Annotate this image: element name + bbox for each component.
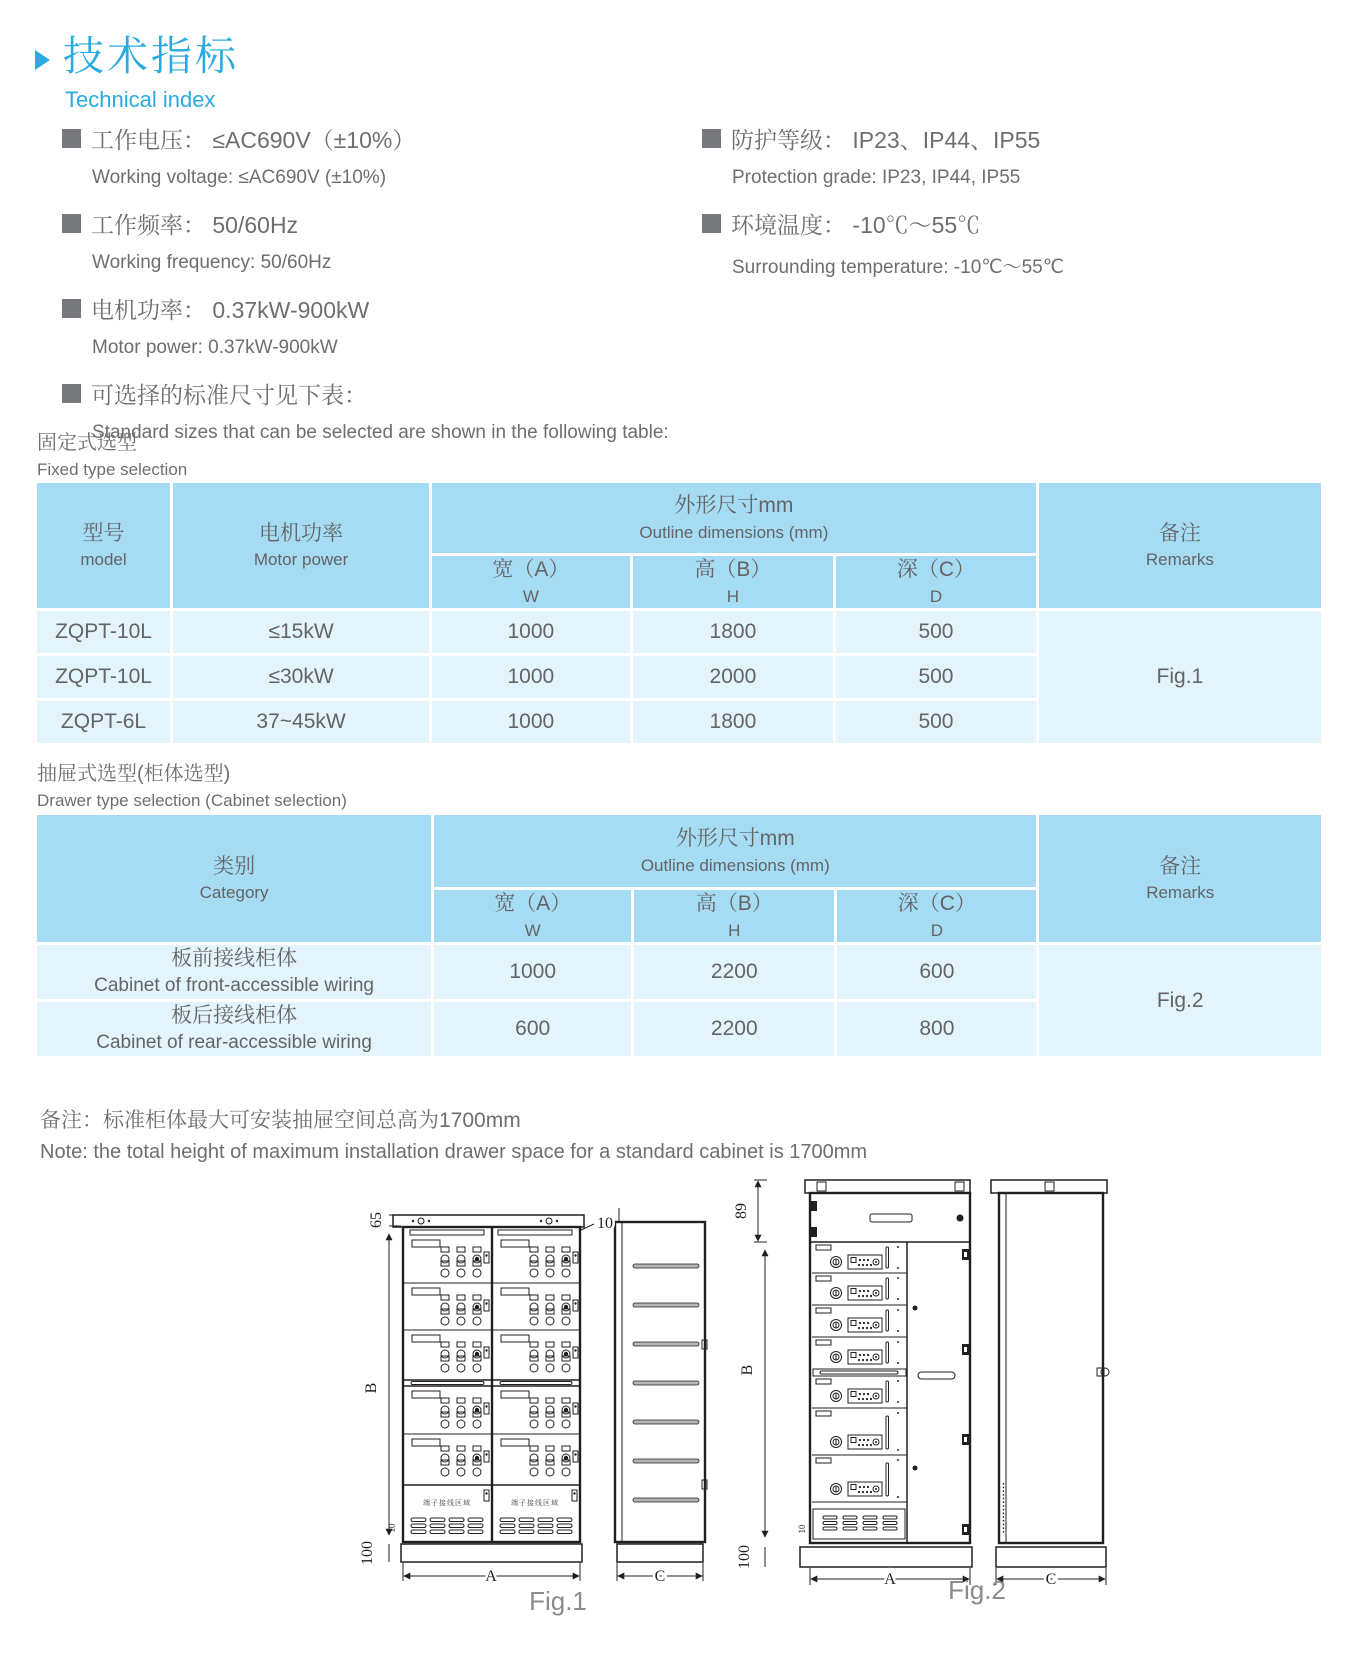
- table1-title-en: Fixed type selection: [37, 460, 188, 479]
- spec-list-right: [702, 122, 1342, 297]
- cell-height: 1800: [633, 611, 834, 653]
- header-en: model: [80, 550, 127, 569]
- cell-width: 1000: [434, 945, 631, 999]
- spec-motor-power: [62, 292, 692, 359]
- cell-depth: 500: [836, 701, 1036, 743]
- table2-title: [37, 757, 347, 811]
- terminal-compartment: [411, 1490, 577, 1534]
- cell-depth: 600: [837, 945, 1036, 999]
- table-row: [37, 945, 1321, 999]
- header-cn: 型号: [82, 521, 125, 545]
- dimension-label-plinth-height: 100: [359, 1541, 376, 1565]
- header-en: Remarks: [1145, 550, 1214, 569]
- plinth: [800, 1547, 972, 1567]
- note-en: Note: the total height of maximum installation drawer space for a standard cabinet is 1700mm: [40, 1141, 868, 1163]
- header-cn: 高（B）: [695, 892, 773, 916]
- drawer-column: [812, 1242, 907, 1543]
- cell-power: 37~45kW: [173, 701, 429, 743]
- fixed-type-table: [34, 480, 1324, 746]
- side-slats: [633, 1264, 699, 1502]
- dimension-label-cap-height: 65: [368, 1212, 385, 1228]
- table-row: [37, 611, 1321, 653]
- spec-surrounding-temperature: [702, 207, 1342, 279]
- cell-width: 1000: [432, 701, 630, 743]
- cell-width: 1000: [432, 656, 630, 698]
- cell-height: 2200: [634, 945, 834, 999]
- fig1-drawing: [345, 1190, 715, 1620]
- header-en: W: [524, 920, 541, 940]
- header-en: Outline dimensions (mm): [639, 522, 829, 542]
- dimension-label-vent-gap: 10: [387, 1523, 397, 1533]
- cell-height: 1800: [633, 701, 834, 743]
- spec-cn-text: 工作电压： ≤AC690V（±10%）: [91, 127, 416, 153]
- table2-title-cn: 抽屉式选型(柜体选型): [37, 763, 231, 785]
- header-en: Category: [199, 883, 269, 902]
- header-en: Motor power: [253, 550, 349, 569]
- cell-width: 600: [434, 1002, 631, 1056]
- spec-cn-text: 电机功率： 0.37kW-900kW: [91, 297, 370, 323]
- cell-remarks: Fig.2: [1039, 945, 1321, 1056]
- category-cn: 板前接线柜体: [171, 947, 298, 970]
- header-en: D: [930, 920, 944, 940]
- door-panel: [913, 1249, 970, 1535]
- note-cn: 备注：标准柜体最大可安装抽屉空间总高为1700mm: [40, 1109, 521, 1132]
- plinth: [996, 1547, 1106, 1567]
- cell-height: 2200: [634, 1002, 834, 1056]
- vent-panel: [813, 1509, 905, 1539]
- bullet-square-icon: [62, 214, 81, 233]
- col-header-width: [434, 890, 631, 942]
- plinth: [401, 1544, 582, 1562]
- header-cn: 深（C）: [896, 558, 976, 582]
- header-cn: 外形尺寸mm: [675, 827, 795, 851]
- cell-model: ZQPT-6L: [37, 701, 170, 743]
- col-header-remarks: [1039, 815, 1321, 942]
- table2-title-en: Drawer type selection (Cabinet selection): [37, 791, 347, 810]
- category-cn: 板后接线柜体: [171, 1004, 298, 1027]
- spec-working-voltage: [62, 122, 692, 189]
- bullet-square-icon: [702, 129, 721, 148]
- col-header-model: [37, 483, 170, 608]
- header-cn: 宽（A）: [494, 892, 572, 916]
- cabinet-side-view: [991, 1180, 1109, 1567]
- col-header-height: [633, 556, 834, 608]
- header-en: H: [728, 920, 741, 940]
- cell-category: [37, 945, 431, 999]
- header-cn: 类别: [213, 854, 256, 878]
- header-cn: 宽（A）: [492, 558, 570, 582]
- col-header-depth: [836, 556, 1036, 608]
- cell-power: ≤30kW: [173, 656, 429, 698]
- spec-en-text: Motor power: 0.37kW-900kW: [92, 337, 338, 358]
- cell-category: [37, 1002, 431, 1056]
- fig2-drawing: [725, 1165, 1125, 1605]
- dimension-label-vent-gap: 10: [797, 1524, 807, 1534]
- page-title-block: [35, 34, 239, 113]
- spec-working-frequency: [62, 207, 692, 274]
- spec-protection-grade: [702, 122, 1342, 189]
- dimension-label-cap-height: 89: [733, 1203, 750, 1219]
- figure-caption: Fig.1: [529, 1586, 587, 1616]
- header-en: D: [929, 586, 943, 606]
- table-header-row: [37, 815, 1321, 887]
- category-en: Cabinet of front-accessible wiring: [94, 975, 374, 997]
- page-title-cn: 技术指标: [63, 33, 239, 79]
- cell-model: ZQPT-10L: [37, 611, 170, 653]
- dimension-label-top-gap: 10: [597, 1215, 613, 1232]
- spec-en-text: Working voltage: ≤AC690V (±10%): [92, 167, 387, 188]
- header-cn: 外形尺寸mm: [674, 494, 794, 518]
- col-header-motor-power: [173, 483, 429, 608]
- header-en: W: [522, 586, 539, 606]
- spec-en-text: Protection grade: IP23, IP44, IP55: [732, 167, 1021, 188]
- dimension-label-body-height: B: [739, 1364, 756, 1376]
- bullet-square-icon: [62, 299, 81, 318]
- header-cn: 电机功率: [259, 521, 344, 545]
- table-header-row: [37, 483, 1321, 553]
- header-cn: 备注: [1158, 521, 1201, 545]
- header-en: Remarks: [1146, 883, 1215, 902]
- dimension-label-depth: C: [1045, 1571, 1057, 1588]
- arrow-right-icon: [35, 50, 50, 70]
- dimension-label-width: A: [485, 1568, 497, 1585]
- cell-depth: 500: [836, 656, 1036, 698]
- spec-cn-text: 防护等级： IP23、IP44、IP55: [731, 127, 1041, 153]
- header-cn: 深（C）: [897, 892, 976, 916]
- spec-en-text: Working frequency: 50/60Hz: [92, 252, 332, 273]
- col-header-height: [634, 890, 834, 942]
- table1-title-cn: 固定式选型: [37, 432, 137, 454]
- terminal-area-label: 端子接线区域: [423, 1500, 471, 1507]
- spec-cn-text: 可选择的标准尺寸见下表：: [91, 382, 367, 408]
- note-block: [40, 1104, 867, 1164]
- drawer-unit: [412, 1240, 578, 1476]
- col-header-width: [432, 556, 630, 608]
- dimension-label-plinth-height: 100: [736, 1545, 753, 1569]
- cell-remarks: Fig.1: [1039, 611, 1321, 743]
- col-header-category: [37, 815, 431, 942]
- dimension-label-width: A: [884, 1571, 896, 1588]
- bullet-square-icon: [62, 129, 81, 148]
- cabinet-side-view: [615, 1208, 707, 1562]
- screw-marks: [412, 1218, 558, 1224]
- col-header-depth: [837, 890, 1036, 942]
- cabinet-front-view: [800, 1180, 972, 1567]
- spec-cn-text: 工作频率： 50/60Hz: [91, 212, 299, 238]
- dimension-label-body-height: B: [363, 1382, 380, 1394]
- cell-height: 2000: [633, 656, 834, 698]
- spec-cn-text: 环境温度： -10℃～55℃: [731, 212, 981, 238]
- cell-depth: 500: [836, 611, 1036, 653]
- spec-en-text: Standard sizes that can be selected are shown in the following table:: [92, 422, 669, 443]
- cell-power: ≤15kW: [173, 611, 429, 653]
- cabinet-front-view: [393, 1215, 584, 1562]
- top-panel: [810, 1201, 970, 1242]
- bullet-square-icon: [702, 214, 721, 233]
- header-cn: 高（B）: [694, 558, 772, 582]
- terminal-area-label: 端子接线区域: [511, 1500, 559, 1507]
- col-header-remarks: [1039, 483, 1321, 608]
- dimension-annotations: [733, 1180, 1106, 1588]
- table1-title: [37, 426, 187, 480]
- plinth: [617, 1544, 703, 1562]
- col-header-outline-dimensions: [434, 815, 1036, 887]
- spec-en-text: Surrounding temperature: -10℃～55℃: [732, 257, 1065, 278]
- cell-width: 1000: [432, 611, 630, 653]
- cell-model: ZQPT-10L: [37, 656, 170, 698]
- header-en: Outline dimensions (mm): [640, 855, 830, 875]
- category-en: Cabinet of rear-accessible wiring: [96, 1032, 372, 1054]
- header-en: H: [726, 586, 740, 606]
- dimension-label-depth: C: [654, 1568, 666, 1585]
- figure-caption: Fig.2: [948, 1575, 1006, 1605]
- header-cn: 备注: [1159, 854, 1202, 878]
- cell-depth: 800: [837, 1002, 1036, 1056]
- bullet-square-icon: [62, 384, 81, 403]
- drawer-type-table: [34, 812, 1324, 1059]
- page-title-en: Technical index: [65, 87, 216, 113]
- spec-list-left: [62, 122, 692, 462]
- col-header-outline-dimensions: [432, 483, 1036, 553]
